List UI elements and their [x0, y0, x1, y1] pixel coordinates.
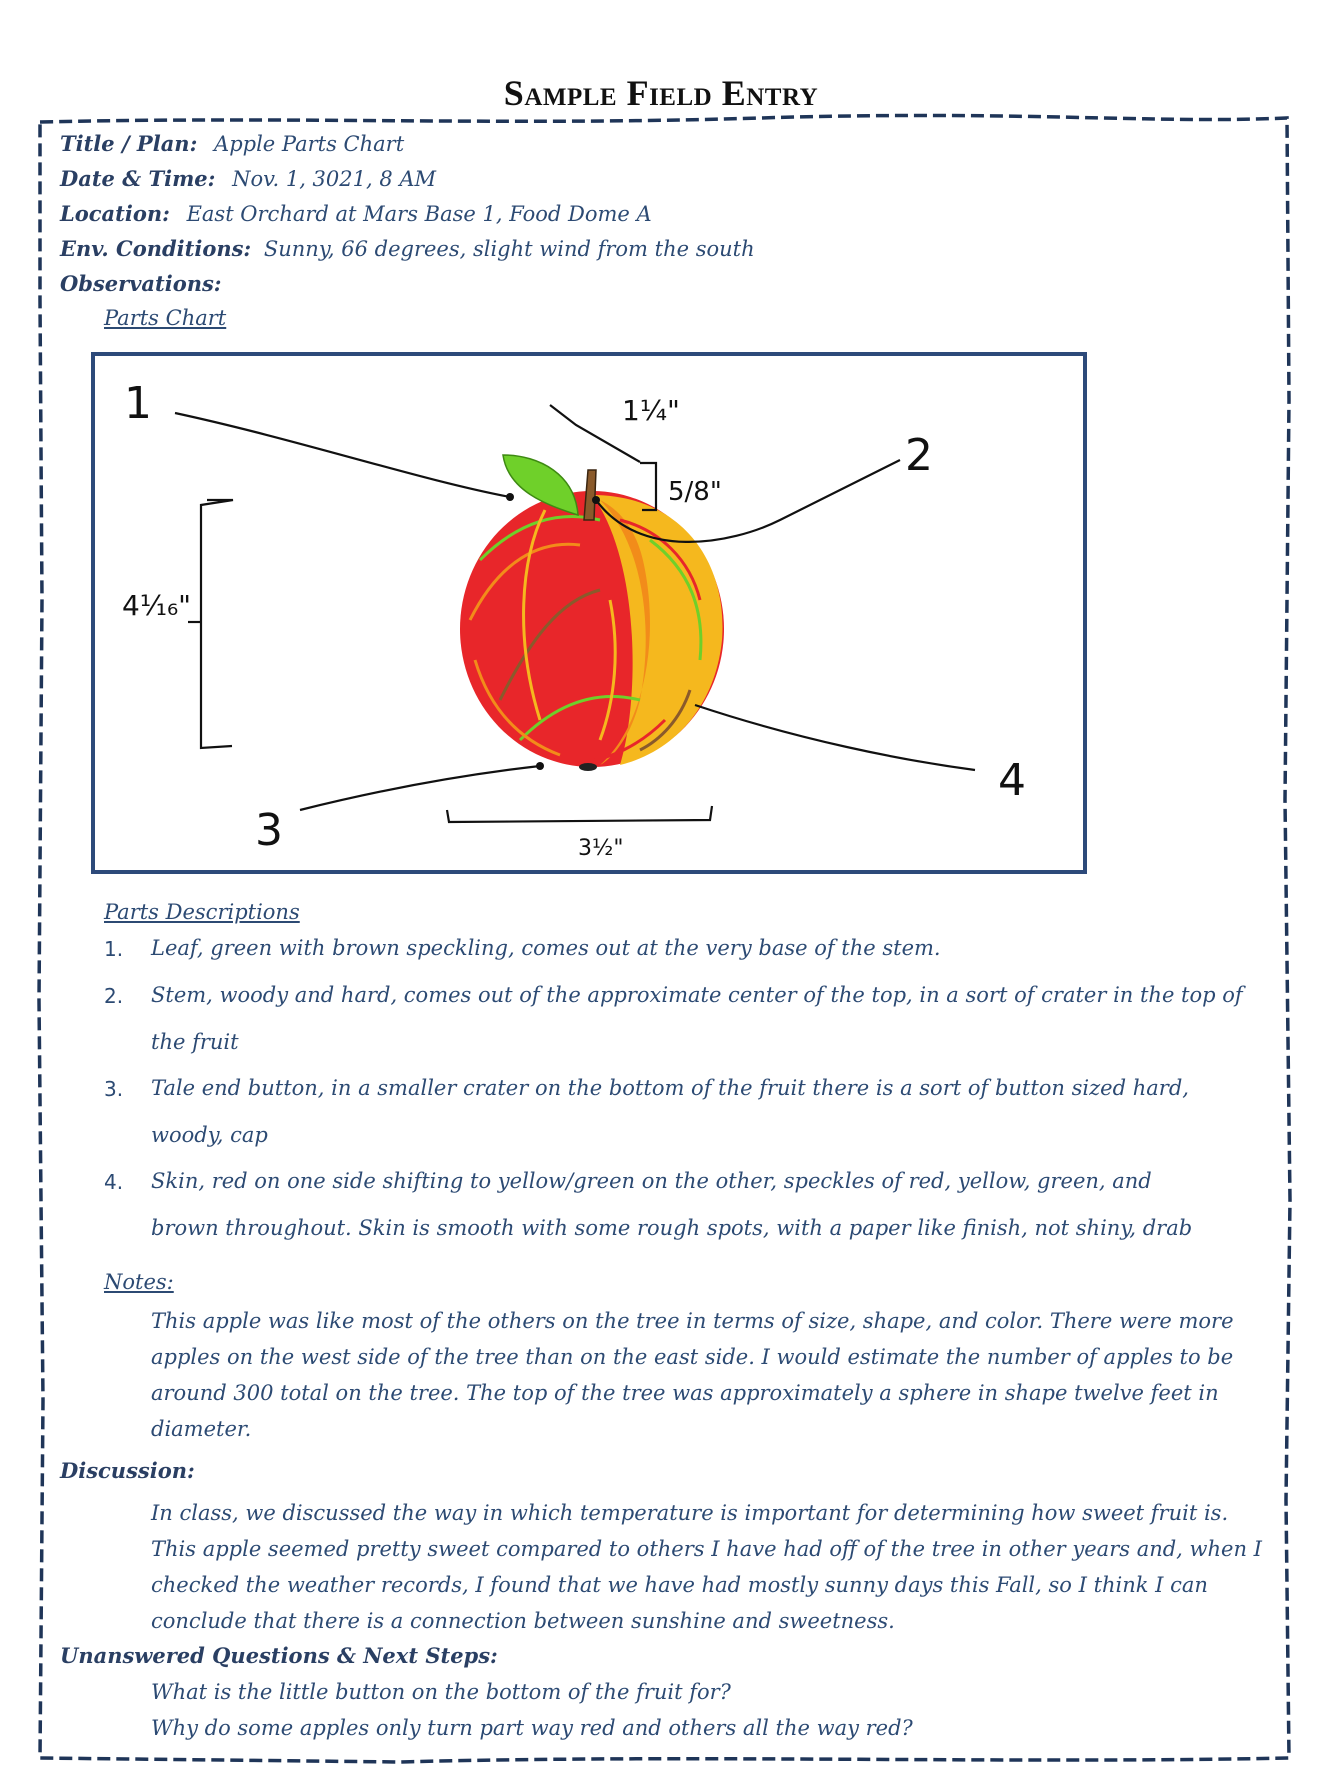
observations-label-text: Observations:	[60, 271, 222, 296]
description-num-2: 2.	[104, 984, 124, 1008]
title-plan-value: Apple Parts Chart	[214, 132, 405, 156]
notes-heading: Notes:	[104, 1270, 174, 1294]
parts-descriptions-heading: Parts Descriptions	[104, 900, 300, 924]
description-num-1: 1.	[104, 937, 124, 961]
apple-height-label: 4¹⁄₁₆"	[122, 589, 192, 622]
question-1: What is the little button on the bottom of the fruit for?	[151, 1680, 731, 1704]
description-num-4: 4.	[104, 1170, 124, 1194]
env-conditions-value: Sunny, 66 degrees, slight wind from the south	[263, 237, 755, 261]
page-title: Sample Field Entry	[503, 73, 819, 113]
description-text-1: Leaf, green with brown speckling, comes out at the very base of the stem.	[151, 936, 941, 960]
stem-length-label: 1¼"	[622, 394, 680, 427]
date-time-label: Date & Time:	[60, 166, 216, 191]
parts-chart-heading: Parts Chart	[104, 306, 227, 330]
next-steps-label: Unanswered Questions & Next Steps:	[60, 1643, 498, 1668]
stem-height-label: 5/8"	[668, 477, 722, 507]
env-conditions-label: Env. Conditions:	[60, 236, 252, 261]
dot-stem	[592, 496, 600, 504]
question-2: Why do some apples only turn part way red and others all the way red?	[151, 1716, 913, 1740]
callout-1: 1	[124, 378, 152, 429]
apple-body	[460, 491, 724, 771]
callout-2: 2	[905, 430, 933, 481]
description-text-2: Stem, woody and hard, comes out of the approximate center of the top, in a sort of crater in the top of the fruit	[151, 983, 1243, 1054]
width-bracket	[447, 806, 712, 822]
apple-width-label: 3½"	[578, 836, 624, 861]
leader-line-4	[695, 705, 975, 770]
calyx-button	[579, 763, 597, 771]
leader-line-1	[175, 413, 510, 497]
callout-4: 4	[998, 755, 1026, 806]
dot-leaf	[506, 493, 514, 501]
notes-text: This apple was like most of the others on the tree in terms of size, shape, and color. There were more apples on the west side of the tree than on the east side. I would estimate the number of apples to be around 300 total on the tree. The top of the tree was approximately a sphere in shape twelve feet in diameter.	[151, 1309, 1234, 1441]
height-bracket	[201, 500, 233, 748]
title-plan-label: Title / Plan:	[60, 131, 198, 156]
leader-line-3	[300, 766, 540, 810]
date-time-value: Nov. 1, 3021, 8 AM	[232, 167, 437, 191]
description-item-3	[104, 1065, 1231, 1159]
description-item-4	[104, 1158, 1211, 1252]
description-item-2	[104, 972, 1261, 1066]
stem	[584, 470, 596, 520]
location-value: East Orchard at Mars Base 1, Food Dome A	[186, 202, 652, 226]
dot-button	[536, 762, 544, 770]
description-num-3: 3.	[104, 1077, 124, 1101]
description-text-4: Skin, red on one side shifting to yellow/green on the other, speckles of red, yellow, green, and brown throughout. Skin is smooth with some rough spots, with a paper like finish, not shiny, drab	[151, 1169, 1193, 1240]
description-item-1	[104, 925, 1251, 972]
callout-3: 3	[255, 805, 283, 856]
discussion-label: Discussion:	[60, 1458, 195, 1483]
discussion-text: In class, we discussed the way in which temperature is important for determining how sweet fruit is. This apple seemed pretty sweet compared to others I have had off of the tree in other years and, when I checked the weather records, I found that we have had mostly sunny days this Fall, so I think I can conclude that there is a connection between sunshine and sweetness.	[151, 1501, 1262, 1633]
description-text-3: Tale end button, in a smaller crater on the bottom of the fruit there is a sort of button sized hard, woody, cap	[151, 1076, 1189, 1147]
location-label: Location:	[60, 201, 170, 226]
